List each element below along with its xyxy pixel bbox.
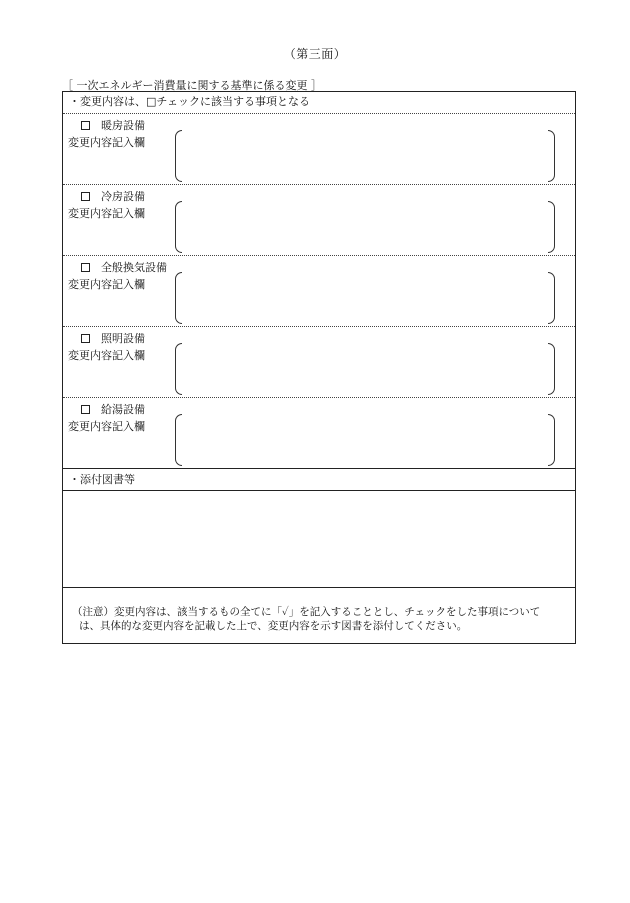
ventilation-checkbox[interactable] — [81, 263, 90, 272]
item-label: 暖房設備 — [101, 119, 145, 132]
hot-water-checkbox[interactable] — [81, 405, 90, 414]
attachments-label: ・添付図書等 — [63, 469, 575, 491]
page-number: （第三面） — [283, 47, 347, 61]
item-title — [81, 188, 145, 204]
item-label: 給湯設備 — [101, 403, 145, 416]
entry-bracket-left — [175, 130, 182, 182]
entry-label: 変更内容記入欄 — [68, 136, 145, 149]
cooling-checkbox[interactable] — [81, 192, 90, 201]
entry-bracket-right — [548, 130, 555, 182]
item-title — [81, 330, 145, 346]
item-title — [81, 117, 145, 133]
item-title — [81, 401, 145, 417]
entry-bracket-right — [548, 272, 555, 324]
entry-bracket-right — [548, 201, 555, 253]
entry-bracket-left — [175, 201, 182, 253]
item-row-heating — [63, 114, 575, 185]
note-line-1: （注意）変更内容は、該当するもの全てに「✓」を記入することとし、チェックをした事項について — [72, 606, 541, 618]
entry-label: 変更内容記入欄 — [68, 420, 145, 433]
heating-checkbox[interactable] — [81, 121, 90, 130]
item-row-lighting — [63, 327, 575, 398]
item-row-hot-water — [63, 398, 575, 469]
entry-label: 変更内容記入欄 — [68, 278, 145, 291]
instruction-text: ・変更内容は、□チェックに該当する事項となる — [63, 92, 575, 114]
change-form — [62, 91, 576, 644]
note — [72, 605, 572, 633]
entry-bracket-left — [175, 343, 182, 395]
entry-label: 変更内容記入欄 — [68, 207, 145, 220]
item-label: 照明設備 — [101, 332, 145, 345]
item-row-ventilation — [63, 256, 575, 327]
entry-label: 変更内容記入欄 — [68, 349, 145, 362]
entry-bracket-right — [548, 414, 555, 466]
entry-bracket-left — [175, 272, 182, 324]
entry-bracket-right — [548, 343, 555, 395]
section-heading: ［ 一次エネルギー消費量に関する基準に係る変更 ］ — [62, 79, 322, 92]
item-title — [81, 259, 167, 275]
item-row-cooling — [63, 185, 575, 256]
entry-bracket-left — [175, 414, 182, 466]
attachments-entry-area[interactable] — [63, 491, 575, 588]
item-label: 冷房設備 — [101, 190, 145, 203]
item-label: 全般換気設備 — [101, 261, 167, 274]
note-line-2: は、具体的な変更内容を記載した上で、変更内容を示す図書を添付してください。 — [79, 620, 468, 632]
lighting-checkbox[interactable] — [81, 334, 90, 343]
